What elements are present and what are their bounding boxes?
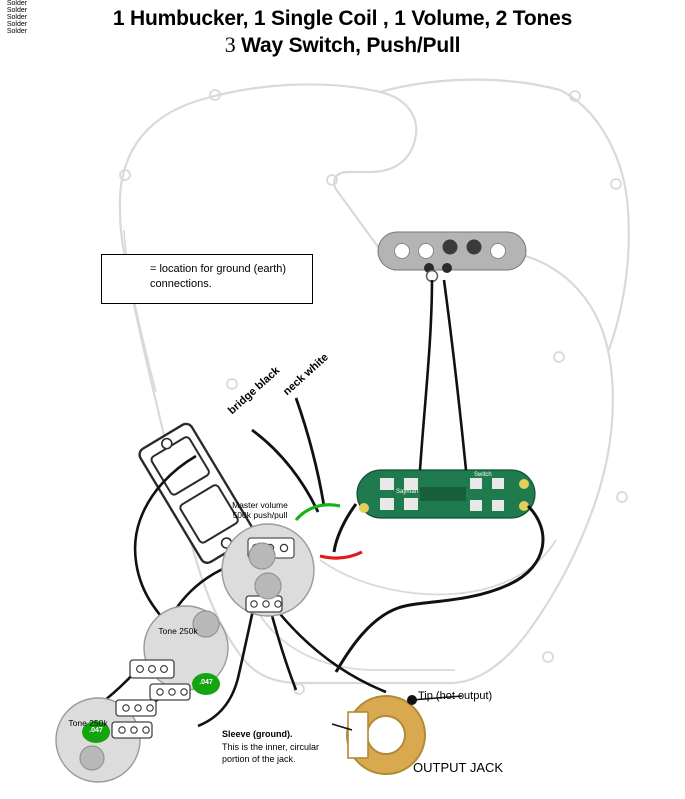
title-line-2-rest: Way Switch, Push/Pull [235, 33, 461, 57]
tone-upper-label: Tone 250k [158, 626, 198, 636]
jack-tip-label: Tip (hot output) [418, 690, 493, 702]
legend-text: = location for ground (earth) connections. [150, 263, 287, 290]
solder-label-tone-upper: Solder [6, 21, 28, 28]
neck-single-coil-pickup [378, 232, 526, 282]
tone-pot-lower [56, 698, 156, 782]
tone-lower-label: Tone 250k [68, 718, 108, 728]
three-way-switch [357, 470, 535, 518]
title-switch-number: 3 [224, 31, 236, 57]
switch-right-label: Switch [474, 472, 492, 478]
jack-sleeve-label: Sleeve (ground). [222, 729, 293, 739]
solder-label-tone-lower: Solder [6, 28, 28, 35]
neck-wire-label: neck white [281, 351, 331, 398]
bridge-wire-label: bridge black [226, 364, 283, 417]
solder-label-volume-b: Solder [6, 14, 28, 21]
output-jack-label: OUTPUT JACK [413, 760, 504, 775]
pickguard-outline [120, 80, 629, 694]
master-volume-pot [222, 524, 314, 616]
title-line-1: 1 Humbucker, 1 Single Coil , 1 Volume, 2 Tones [112, 7, 573, 30]
solder-label-volume-a: Solder [6, 7, 28, 14]
jack-sleeve-note: This is the inner, circular portion of the jack. [222, 742, 320, 764]
cap-lower-label: .047 [89, 727, 103, 734]
master-volume-label: Master volume 500k push/pull [232, 500, 288, 521]
switch-left-label: Sayman [396, 489, 419, 495]
cap-upper-label: .047 [199, 679, 213, 686]
legend-solder-label: Solder [6, 0, 28, 7]
